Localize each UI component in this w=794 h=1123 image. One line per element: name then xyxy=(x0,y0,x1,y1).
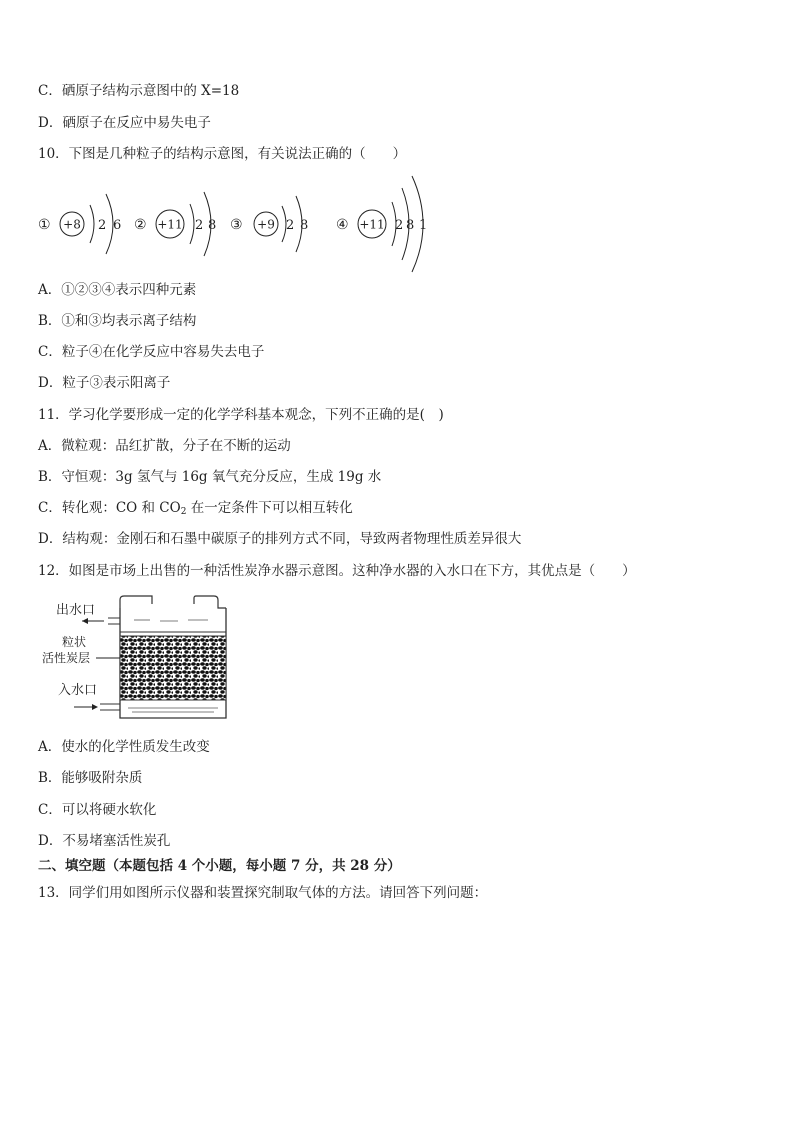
atom-4-shell-2: 8 xyxy=(406,218,415,233)
q9-option-c: C．硒原子结构示意图中的 X=18 xyxy=(38,83,240,99)
q11-option-a: A．微粒观：品红扩散，分子在不断的运动 xyxy=(38,438,291,454)
atom-4-label: ④ xyxy=(336,217,349,233)
carbon-label-line1: 粒状 xyxy=(62,635,87,649)
atom-3-shell-2: 8 xyxy=(300,218,309,233)
atom-diagram-4 xyxy=(336,176,427,272)
atom-2-shell-2: 8 xyxy=(208,218,217,233)
q13-stem: 13．同学们用如图所示仪器和装置探究制取气体的方法。请回答下列问题： xyxy=(38,885,488,901)
co2-subscript: 2 xyxy=(180,507,187,517)
q10-stem: 10．下图是几种粒子的结构示意图，有关说法正确的（ ） xyxy=(38,146,407,162)
atom-1-shell-1: 2 xyxy=(98,218,107,233)
section-2-heading: 二、填空题（本题包括 4 个小题，每小题 7 分，共 28 分） xyxy=(38,858,401,874)
outlet-arrow-icon xyxy=(82,618,88,624)
q10-option-a: A．①②③④表示四种元素 xyxy=(38,282,197,298)
inlet-arrow-icon xyxy=(92,704,98,710)
atom-4-shell-3: 1 xyxy=(419,218,428,233)
q10-option-d: D．粒子③表示阳离子 xyxy=(38,375,171,391)
atom-diagram-3 xyxy=(230,196,308,252)
atom-2-nucleus: +11 xyxy=(157,217,183,232)
q11-option-c-text: C．转化观：CO 和 CO xyxy=(38,500,181,516)
atom-3-shell-1: 2 xyxy=(286,218,295,233)
q11-option-c xyxy=(38,499,353,521)
q10-option-b: B．①和③均表示离子结构 xyxy=(38,313,197,329)
carbon-label-line2: 活性炭层 xyxy=(42,651,91,665)
atomic-structure-diagrams xyxy=(38,172,458,276)
q9-option-d: D．硒原子在反应中易失电子 xyxy=(38,115,211,131)
atom-1-nucleus: +8 xyxy=(63,217,81,232)
atom-diagram-1 xyxy=(38,194,121,254)
q11-option-b: B．守恒观：3g 氢气与 16g 氧气充分反应，生成 19g 水 xyxy=(38,469,382,485)
q10-option-c: C．粒子④在化学反应中容易失去电子 xyxy=(38,344,265,360)
water-purifier-diagram xyxy=(38,590,238,726)
atom-4-shell-1: 2 xyxy=(395,218,404,233)
outlet-label: 出水口 xyxy=(56,603,96,618)
atom-3-nucleus: +9 xyxy=(257,217,275,232)
atom-3-label: ③ xyxy=(230,217,243,233)
q12-stem: 12．如图是市场上出售的一种活性炭净水器示意图。这种净水器的入水口在下方，其优点是（ ） xyxy=(38,563,636,579)
q11-option-d: D．结构观：金刚石和石墨中碳原子的排列方式不同，导致两者物理性质差异很大 xyxy=(38,531,522,547)
atom-1-label: ① xyxy=(38,217,51,233)
atom-diagram-2 xyxy=(134,192,216,256)
q12-option-b: B．能够吸附杂质 xyxy=(38,770,143,786)
atom-1-shell-2: 6 xyxy=(113,218,122,233)
q12-option-d: D．不易堵塞活性炭孔 xyxy=(38,833,171,849)
atom-2-shell-1: 2 xyxy=(195,218,204,233)
atom-2-label: ② xyxy=(134,217,147,233)
q12-option-c: C．可以将硬水软化 xyxy=(38,802,157,818)
atom-4-nucleus: +11 xyxy=(359,217,385,232)
inlet-label: 入水口 xyxy=(58,683,98,698)
q12-option-a: A．使水的化学性质发生改变 xyxy=(38,739,210,755)
q11-option-c-rest: 在一定条件下可以相互转化 xyxy=(186,500,353,516)
q11-stem: 11．学习化学要形成一定的化学学科基本观念，下列不正确的是( ) xyxy=(38,407,444,423)
